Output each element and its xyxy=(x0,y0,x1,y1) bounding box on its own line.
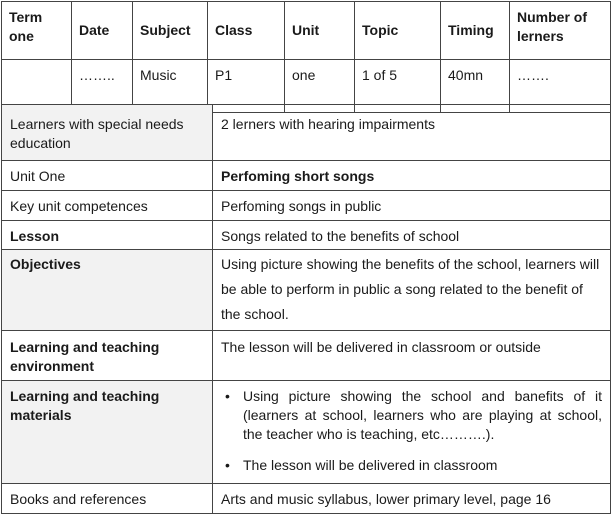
header-subject: Subject xyxy=(133,2,208,60)
value-date: …….. xyxy=(72,60,133,113)
row-lesson xyxy=(2,221,611,250)
value-subject: Music xyxy=(133,60,208,113)
label-books: Books and references xyxy=(2,484,213,514)
label-unit: Unit One xyxy=(2,161,213,191)
value-materials xyxy=(213,381,611,484)
label-special-needs: Learners with special needs education xyxy=(2,105,213,161)
row-objectives xyxy=(2,250,611,331)
value-books: Arts and music syllabus, lower primary level, page 16 xyxy=(213,484,611,514)
row-books xyxy=(2,484,611,514)
label-materials: Learning and teaching materials xyxy=(2,381,213,484)
value-special-needs: 2 lerners with hearing impairments xyxy=(213,105,611,161)
header-date: Date xyxy=(72,2,133,60)
value-objectives: Using picture showing the benefits of the school, learners will be able to perform in public a song related to the benefit of the school. xyxy=(213,250,611,331)
row-special-needs xyxy=(2,105,611,161)
materials-list xyxy=(221,387,602,475)
value-timing: 40mn xyxy=(441,60,510,113)
header-row xyxy=(2,2,611,60)
lesson-header-table xyxy=(1,1,611,113)
label-competences: Key unit competences xyxy=(2,191,213,221)
lesson-details-table xyxy=(1,104,611,514)
row-unit xyxy=(2,161,611,191)
header-unit: Unit xyxy=(285,2,355,60)
value-topic: 1 of 5 xyxy=(355,60,441,113)
materials-item: • Using picture showing the school and banefits of it (learners at school, learners who are playing at school, the teacher who is teaching, etc……….). xyxy=(221,387,602,444)
label-lesson: Lesson xyxy=(2,221,213,250)
label-objectives: Objectives xyxy=(2,250,213,331)
value-class: P1 xyxy=(208,60,285,113)
value-unit-title: Perfoming short songs xyxy=(213,161,611,191)
header-topic: Topic xyxy=(355,2,441,60)
value-lesson: Songs related to the benefits of school xyxy=(213,221,611,250)
label-environment: Learning and teaching environment xyxy=(2,331,213,381)
value-competences: Perfoming songs in public xyxy=(213,191,611,221)
row-environment xyxy=(2,331,611,381)
header-timing: Timing xyxy=(441,2,510,60)
header-number-of-learners: Number of lerners xyxy=(510,2,611,60)
row-materials xyxy=(2,381,611,484)
value-unit: one xyxy=(285,60,355,113)
value-number-of-learners: ……. xyxy=(510,60,611,113)
value-environment: The lesson will be delivered in classroom or outside xyxy=(213,331,611,381)
header-class: Class xyxy=(208,2,285,60)
row-competences xyxy=(2,191,611,221)
header-term: Term one xyxy=(2,2,72,60)
materials-item: • The lesson will be delivered in classroom xyxy=(221,456,602,475)
